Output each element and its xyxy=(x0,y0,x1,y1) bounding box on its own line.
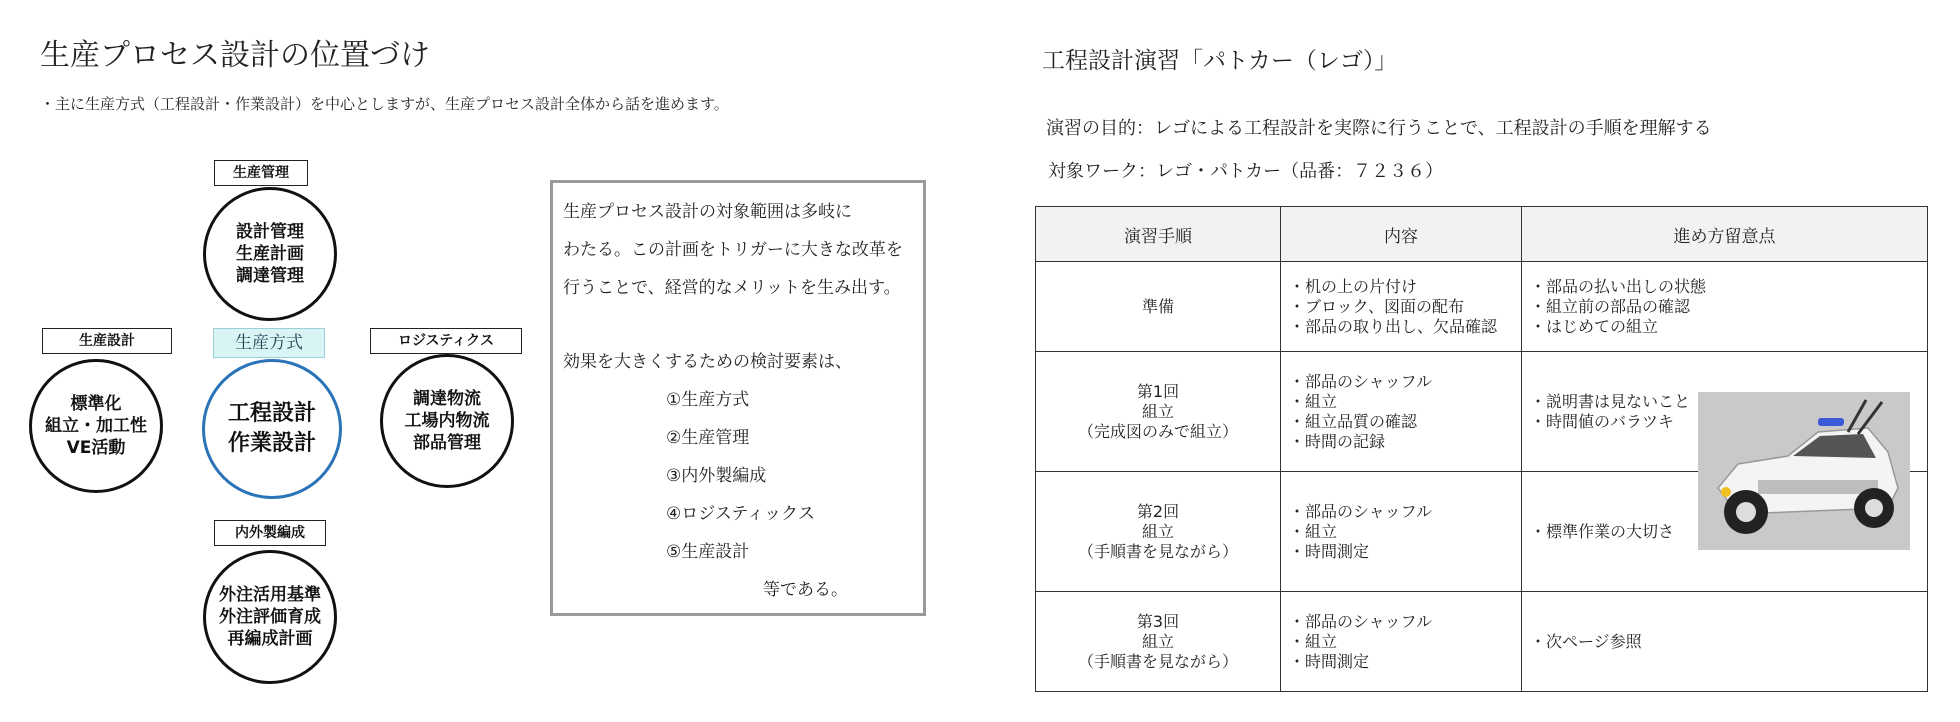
cell-content: ・部品のシャッフル ・組立 ・時間測定 xyxy=(1281,592,1522,692)
factor-item: ④ロジスティックス xyxy=(666,504,815,524)
cell-step: 第2回 組立 （手順書を見ながら） xyxy=(1036,472,1281,592)
cell-content: ・部品のシャッフル ・組立 ・時間測定 xyxy=(1281,472,1522,592)
cell-step: 準備 xyxy=(1036,262,1281,352)
cell-content: ・部品のシャッフル ・組立 ・組立品質の確認 ・時間の記録 xyxy=(1281,352,1522,472)
label-production-management: 生産管理 xyxy=(214,160,308,186)
cell-content: ・机の上の片付け ・ブロック、図面の配布 ・部品の取り出し、欠品確認 xyxy=(1281,262,1522,352)
exercise-purpose: 演習の目的：レゴによる工程設計を実際に行うことで、工程設計の手順を理解する xyxy=(1046,118,1712,139)
scope-textbox xyxy=(550,180,926,616)
label-production-method: 生産方式 xyxy=(213,328,325,358)
header-step: 演習手順 xyxy=(1036,207,1281,262)
header-notes: 進め方留意点 xyxy=(1522,207,1928,262)
cell-step: 第3回 組立 （手順書を見ながら） xyxy=(1036,592,1281,692)
table-row xyxy=(1036,262,1928,352)
cell-notes: ・次ページ参照 xyxy=(1522,592,1928,692)
cell-notes: ・部品の払い出しの状態 ・組立前の部品の確認 ・はじめての組立 xyxy=(1522,262,1928,352)
cell-step: 第1回 組立 （完成図のみで組立） xyxy=(1036,352,1281,472)
right-title: 工程設計演習「パトカー（レゴ）」 xyxy=(1042,48,1398,74)
textbox-intro: 効果を大きくするための検討要素は、 xyxy=(563,352,852,372)
circle-logistics: 調達物流 工場内物流 部品管理 xyxy=(380,354,514,488)
header-content: 内容 xyxy=(1281,207,1522,262)
factor-item: ⑤生産設計 xyxy=(666,542,750,562)
label-logistics: ロジスティクス xyxy=(370,328,522,354)
car-illustration xyxy=(1698,392,1910,550)
left-subtitle: ・主に生産方式（工程設計・作業設計）を中心としますが、生産プロセス設計全体から話を進めます。 xyxy=(40,95,729,113)
textbox-line: 生産プロセス設計の対象範囲は多岐に xyxy=(563,202,852,222)
textbox-line: 行うことで、経営的なメリットを生み出す。 xyxy=(563,278,901,298)
table-header-row xyxy=(1036,207,1928,262)
left-title: 生産プロセス設計の位置づけ xyxy=(40,38,430,73)
factor-item: ③内外製編成 xyxy=(666,466,767,486)
circle-make-or-buy: 外注活用基準 外注評価育成 再編成計画 xyxy=(203,550,337,684)
circle-production-management: 設計管理 生産計画 調達管理 xyxy=(203,187,337,321)
circle-production-design: 標準化 組立・加工性 VE活動 xyxy=(29,359,163,493)
textbox-line: わたる。この計画をトリガーに大きな改革を xyxy=(563,240,903,260)
cell-notes: ・説明書は見ないこと ・時間値のバラツキ xyxy=(1522,352,1928,472)
circle-production-method: 工程設計 作業設計 xyxy=(202,359,342,499)
cell-notes: ・標準作業の大切さ xyxy=(1522,472,1928,592)
table-row xyxy=(1036,592,1928,692)
factor-item: ②生産管理 xyxy=(666,428,750,448)
target-work: 対象ワーク：レゴ・パトカー（品番：７２３６） xyxy=(1048,161,1444,182)
lego-police-car-image xyxy=(1698,392,1910,550)
factor-item: ①生産方式 xyxy=(666,390,750,410)
textbox-ending: 等である。 xyxy=(763,580,848,600)
label-make-or-buy: 内外製編成 xyxy=(214,520,326,546)
label-production-design: 生産設計 xyxy=(42,328,172,354)
